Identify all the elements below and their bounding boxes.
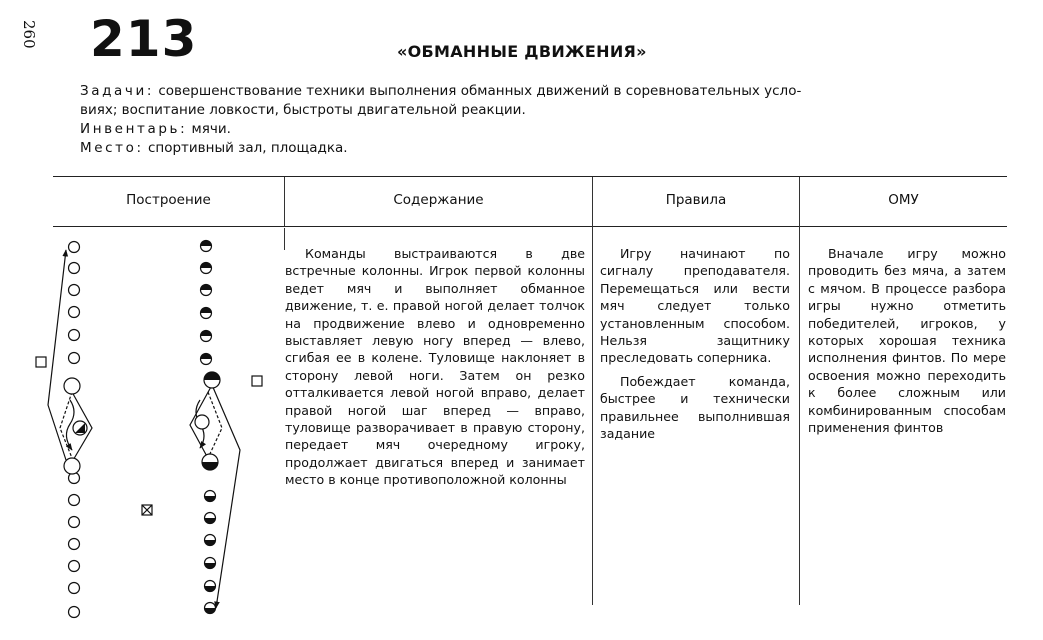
left-player	[69, 495, 80, 506]
equipment-value: мячи.	[191, 121, 231, 137]
left-player	[69, 285, 80, 296]
left-return-path	[48, 250, 66, 460]
defender-right	[195, 415, 209, 429]
page-number: 260	[20, 20, 38, 49]
game-title: «ОБМАННЫЕ ДВИЖЕНИЯ»	[397, 42, 647, 61]
right-player-top	[201, 263, 212, 274]
left-player	[69, 330, 80, 341]
right-player-top	[201, 308, 212, 319]
left-player	[69, 607, 80, 618]
right-player-top	[201, 354, 212, 365]
rules-text-2: Побеждает команда, быстрее и технически правильнее выполнившая задание	[600, 373, 790, 442]
left-lead-player	[64, 378, 80, 394]
omu-text: Вначале игру можно проводить без мяча, а затем с мячом. В процессе разбора игры нужно отметить победителей, игроков, у которых хорошая техника исполнения финтов. По мере освоения можно переходить к более сложным или комбинированным способам применения финтов	[808, 246, 1006, 436]
right-player-bottom	[205, 558, 216, 569]
left-feint-wave	[66, 400, 74, 450]
rules-text-1: Игру начинают по сигналу преподавателя. Перемещаться или вести мяч следует только установленным способом. Нельзя защитнику преследовать соперника.	[600, 246, 790, 366]
right-receiver-player	[202, 454, 218, 470]
right-player-top	[201, 331, 212, 342]
right-player-bottom	[205, 535, 216, 546]
tasks-text-2: виях; воспитание ловкости, быстроты двигательной реакции.	[80, 102, 526, 118]
place-label: Место:	[80, 140, 144, 156]
coach-square-left	[36, 357, 46, 367]
right-player-top	[201, 241, 212, 252]
tasks-text-1: совершенствование техники выполнения обманных движений в соревновательных усло-	[158, 83, 802, 99]
left-player	[69, 561, 80, 572]
equipment-label: Инвентарь:	[80, 121, 188, 137]
left-player	[69, 242, 80, 253]
header-content: Содержание	[393, 192, 484, 208]
header-omu: ОМУ	[888, 192, 919, 208]
right-player-bottom	[205, 603, 216, 614]
header-rules: Правила	[665, 192, 727, 208]
header-formation: Построение	[126, 192, 211, 208]
left-player	[69, 583, 80, 594]
right-player-bottom	[205, 581, 216, 592]
right-run-path	[212, 385, 240, 608]
content-text: Команды выстраиваются в две встречные колонны. Игрок первой колонны ведет мяч и выполняет обманное движение, т. е. правой ногой делает толчок на продвижение влево и одновременно выставляет левую ногу вперед — влево, сгибая ее в колене. Туловище наклоняет в сторону левой ноги. Затем он резко отталкивается левой ногой вправо, делает правой ногой шаг вперед — вправо, туловище разворачивает в правую сторону, передает мяч очередному игроку, продолжает двигаться вперед и занимает место в конце противоположной колонны	[285, 246, 585, 488]
right-player-bottom	[205, 491, 216, 502]
tasks-label: Задачи:	[80, 83, 155, 99]
left-player	[69, 263, 80, 274]
right-player-top	[201, 285, 212, 296]
game-number: 213	[90, 10, 198, 68]
right-lead-player	[204, 372, 220, 388]
left-player	[69, 539, 80, 550]
left-player	[69, 307, 80, 318]
right-player-bottom	[205, 513, 216, 524]
left-receiver-player	[64, 458, 80, 474]
place-value: спортивный зал, площадка.	[147, 140, 348, 156]
coach-square-right	[252, 376, 262, 386]
left-player	[69, 517, 80, 528]
defender-left	[73, 421, 87, 435]
referee-marker	[142, 505, 152, 515]
left-player	[69, 353, 80, 364]
